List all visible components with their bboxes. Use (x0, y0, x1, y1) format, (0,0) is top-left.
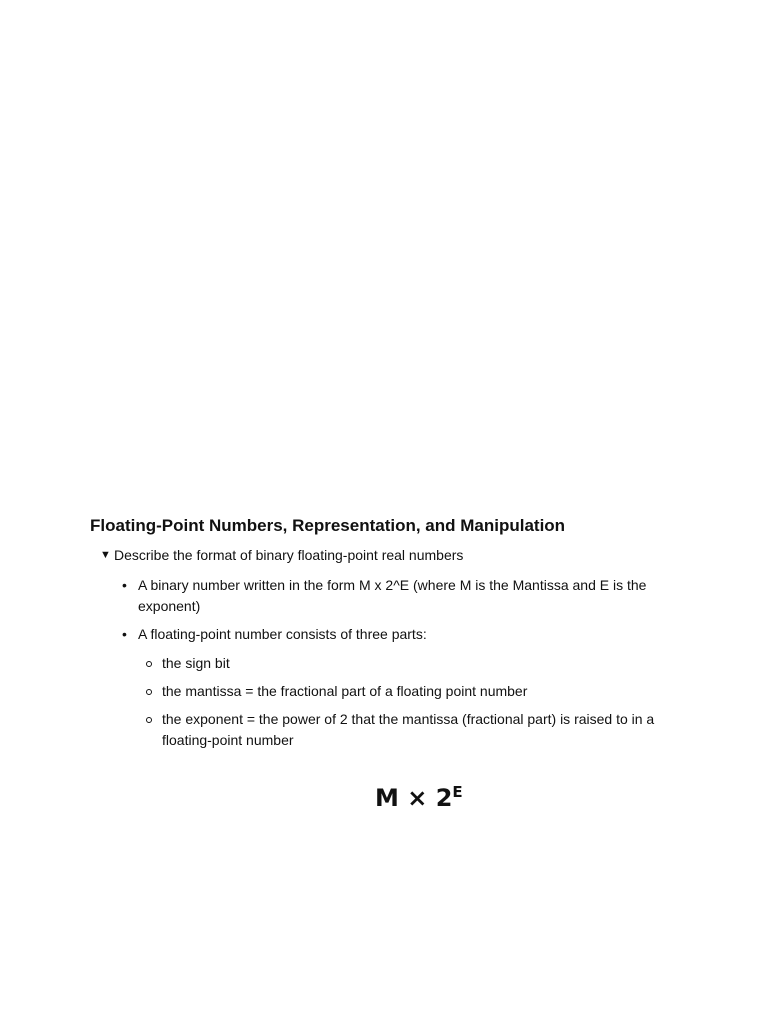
sub-list-item-text: the mantissa = the fractional part of a floating point number (162, 683, 528, 699)
question-toggle[interactable] (100, 545, 680, 751)
bullet-dot-icon: • (122, 626, 127, 642)
question-text: Describe the format of binary floating-point real numbers (114, 547, 464, 563)
sub-list-item-text: the sign bit (162, 655, 230, 671)
list-item-text: A binary number written in the form M x 2^E (where M is the Mantissa and E is the exponent) (138, 577, 647, 614)
bullet-circle-icon (146, 717, 152, 723)
section-title: Floating-Point Numbers, Representation, and Manipulation (90, 516, 566, 535)
answer-list (100, 575, 680, 751)
bullet-dot-icon: • (122, 577, 127, 593)
sub-list-item-text: the exponent = the power of 2 that the mantissa (fractional part) is raised to in a floating-point number (162, 711, 655, 748)
triangle-down-icon[interactable]: ▼ (100, 549, 111, 561)
list-item (122, 575, 680, 617)
list-item (122, 624, 680, 751)
list-item-text: A floating-point number consists of three parts: (138, 626, 427, 642)
sub-list-item (162, 709, 680, 751)
formula-exponent: E (452, 783, 463, 801)
formula-base: M × 2 (375, 784, 453, 812)
bullet-circle-icon (146, 689, 152, 695)
sub-list-item (162, 653, 680, 674)
question-summary[interactable] (100, 545, 680, 565)
sub-list (138, 653, 680, 751)
sub-list-item (162, 681, 680, 702)
bullet-circle-icon (146, 661, 152, 667)
formula-image (375, 776, 463, 814)
notes-section (90, 515, 680, 758)
